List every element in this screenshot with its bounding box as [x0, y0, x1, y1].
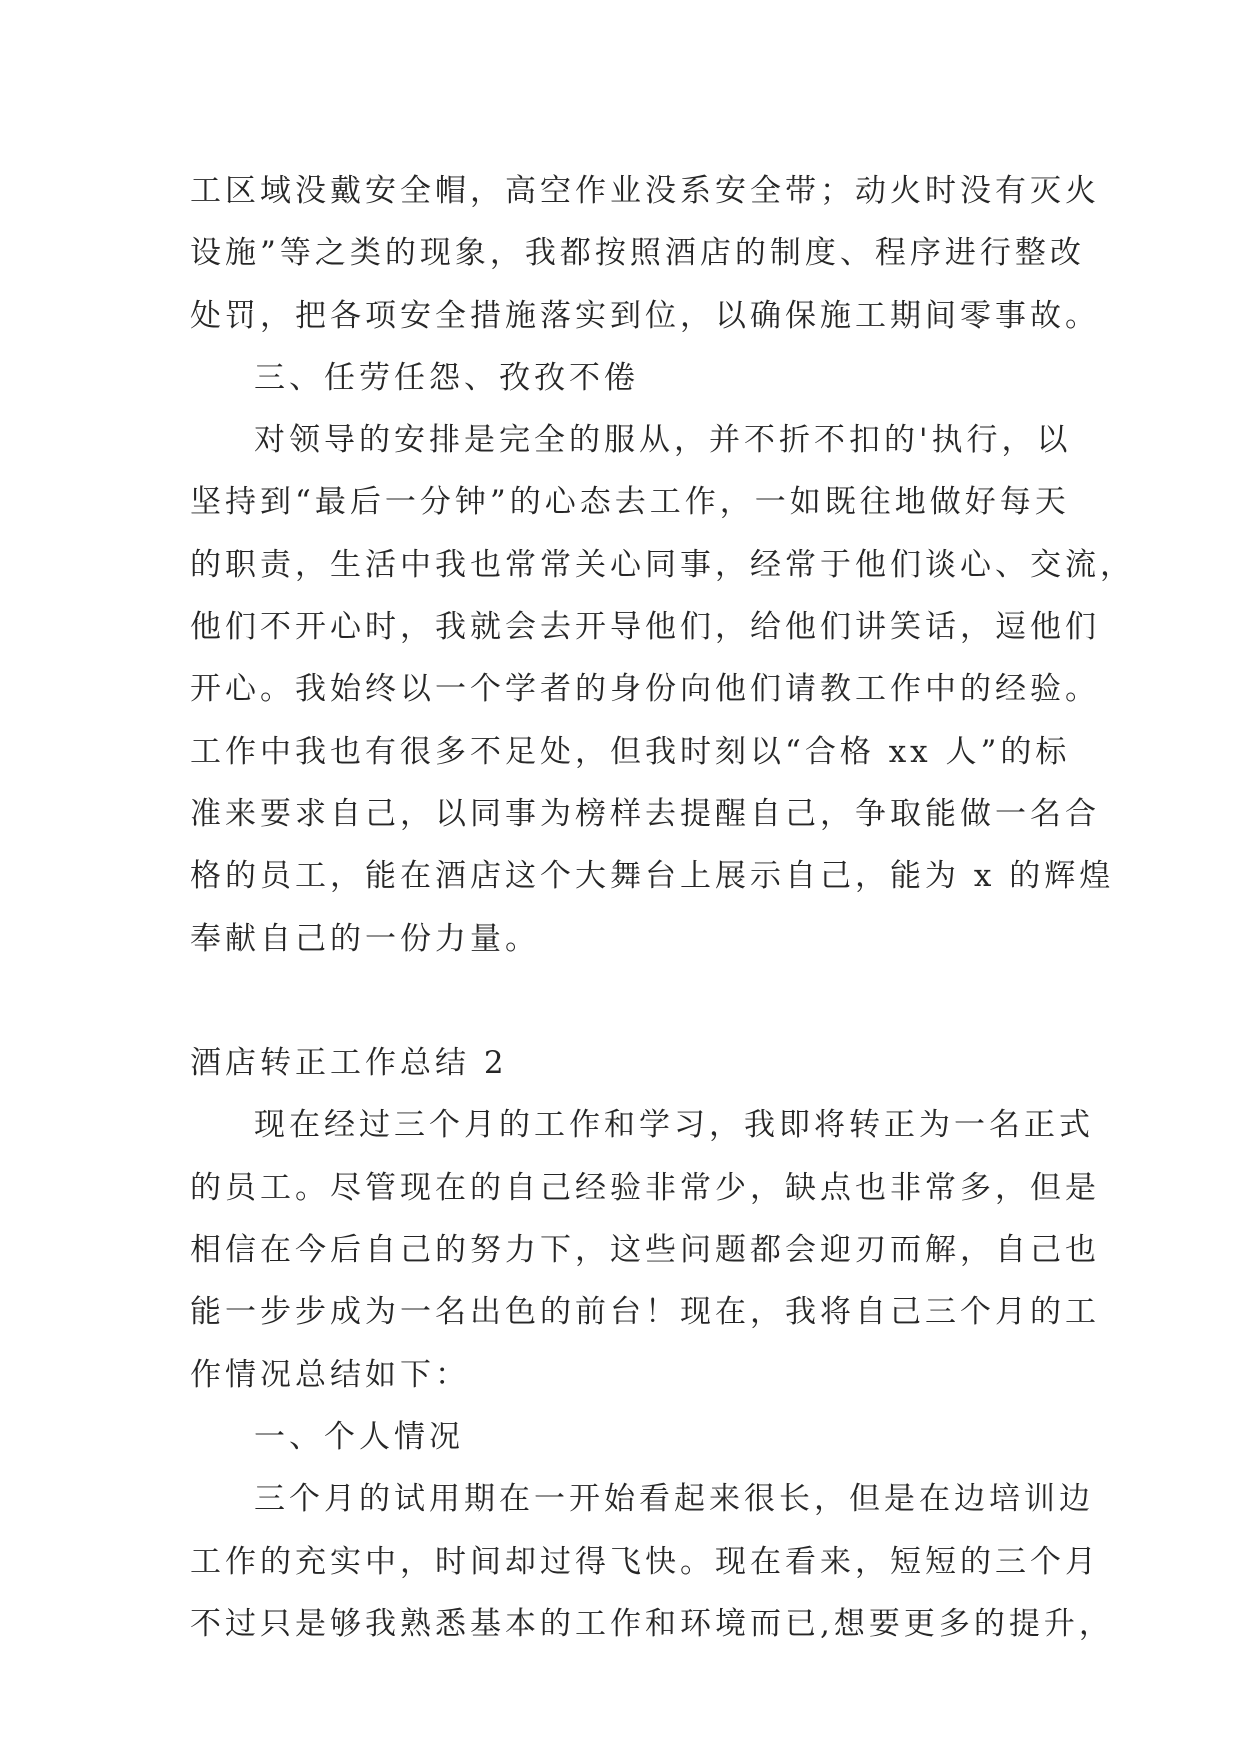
text-line: 坚持到“最后一分钟”的心态去工作，一如既往地做好每天 — [190, 484, 1070, 521]
text-line: 设施”等之类的现象，我都按照酒店的制度、程序进行整改 — [190, 235, 1085, 272]
text-line: 准来要求自己，以同事为榜样去提醒自己，争取能做一名合 — [190, 795, 1100, 832]
text-line: 开心。我始终以一个学者的身份向他们请教工作中的经验。 — [190, 671, 1100, 708]
text-line: 相信在今后自己的努力下，这些问题都会迎刃而解，自己也 — [190, 1232, 1100, 1269]
text-line: 作情况总结如下： — [190, 1356, 470, 1393]
section-heading: 一、个人情况 — [254, 1418, 464, 1455]
document-title: 酒店转正工作总结 2 — [190, 1045, 508, 1082]
text-line: 工作的充实中，时间却过得飞快。现在看来，短短的三个月 — [190, 1543, 1100, 1580]
text-line: 处罚，把各项安全措施落实到位，以确保施工期间零事故。 — [190, 297, 1100, 334]
blank-line — [190, 970, 1060, 1032]
text-line: 对领导的安排是完全的服从，并不折不扣的'执行，以 — [254, 422, 1072, 459]
text-line: 工作中我也有很多不足处，但我时刻以“合格 xx 人”的标 — [190, 733, 1071, 770]
text-line: 的职责，生活中我也常常关心同事，经常于他们谈心、交流， — [190, 546, 1135, 583]
text-line: 奉献自己的一份力量。 — [190, 920, 540, 957]
document-body — [190, 160, 1135, 1655]
text-line: 三个月的试用期在一开始看起来很长，但是在边培训边 — [254, 1481, 1094, 1518]
text-line: 工区域没戴安全帽，高空作业没系安全带；动火时没有灭火 — [190, 173, 1100, 209]
section-heading: 三、任劳任怨、孜孜不倦 — [254, 359, 639, 396]
text-line: 不过只是够我熟悉基本的工作和环境而已,想要更多的提升， — [190, 1605, 1114, 1642]
text-line: 现在经过三个月的工作和学习，我即将转正为一名正式 — [254, 1107, 1094, 1144]
text-line: 他们不开心时，我就会去开导他们，给他们讲笑话，逗他们 — [190, 609, 1100, 646]
text-line: 格的员工，能在酒店这个大舞台上展示自己，能为 x 的辉煌 — [190, 858, 1115, 895]
text-line: 能一步步成为一名出色的前台！现在，我将自己三个月的工 — [190, 1294, 1100, 1331]
text-line: 的员工。尽管现在的自己经验非常少，缺点也非常多，但是 — [190, 1169, 1100, 1206]
